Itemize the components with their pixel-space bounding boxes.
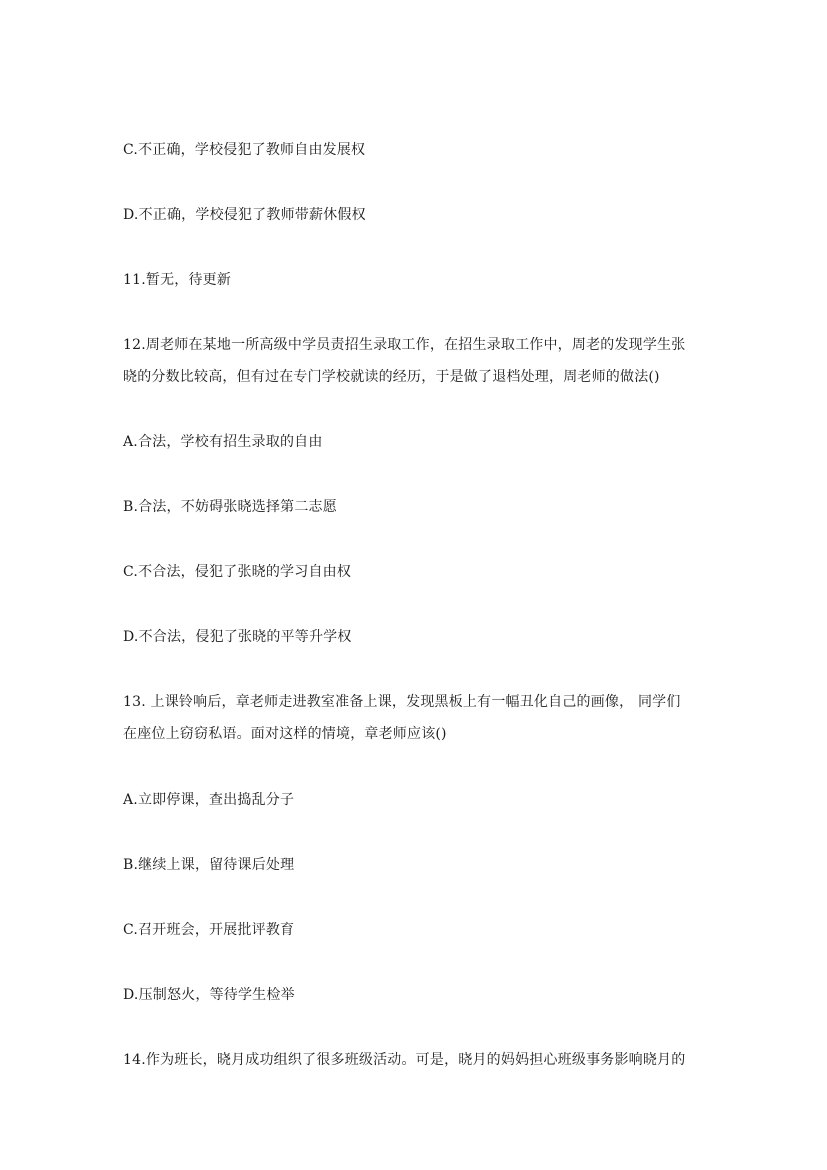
option-d-q12: D.不合法，侵犯了张晓的平等升学权 [123, 629, 352, 645]
option-b-q13: B.继续上课，留待课后处理 [123, 857, 295, 873]
option-a-q13: A.立即停课，查出捣乱分子 [123, 792, 295, 808]
question-13-line-2: 在座位上窃窃私语。面对这样的情境，章老师应该() [123, 726, 447, 742]
question-14-line-1: 14.作为班长，晓月成功组织了很多班级活动。可是，晓月的妈妈担心班级事务影响晓月的 [123, 1052, 686, 1068]
question-12-line-1: 12.周老师在某地一所高级中学员责招生录取工作，在招生录取工作中，周老的发现学生张 [123, 337, 686, 353]
option-d-q10: D.不正确，学校侵犯了教师带薪休假权 [123, 207, 366, 223]
option-a-q12: A.合法，学校有招生录取的自由 [123, 434, 323, 450]
option-c-q10: C.不正确，学校侵犯了教师自由发展权 [123, 142, 366, 158]
question-12-line-2: 晓的分数比较高，但有过在专门学校就读的经历，于是做了退档处理，周老师的做法() [123, 369, 660, 385]
option-c-q12: C.不合法，侵犯了张晓的学习自由权 [123, 564, 352, 580]
question-13-line-1: 13. 上课铃响后，章老师走进教室准备上课，发现黑板上有一幅丑化自己的画像， 同学们 [123, 694, 681, 710]
option-c-q13: C.召开班会，开展批评教育 [123, 922, 295, 938]
question-11: 11.暂无，待更新 [123, 272, 232, 288]
option-b-q12: B.合法，不妨碍张晓选择第二志愿 [123, 499, 337, 515]
option-d-q13: D.压制怒火，等待学生检举 [123, 987, 295, 1003]
